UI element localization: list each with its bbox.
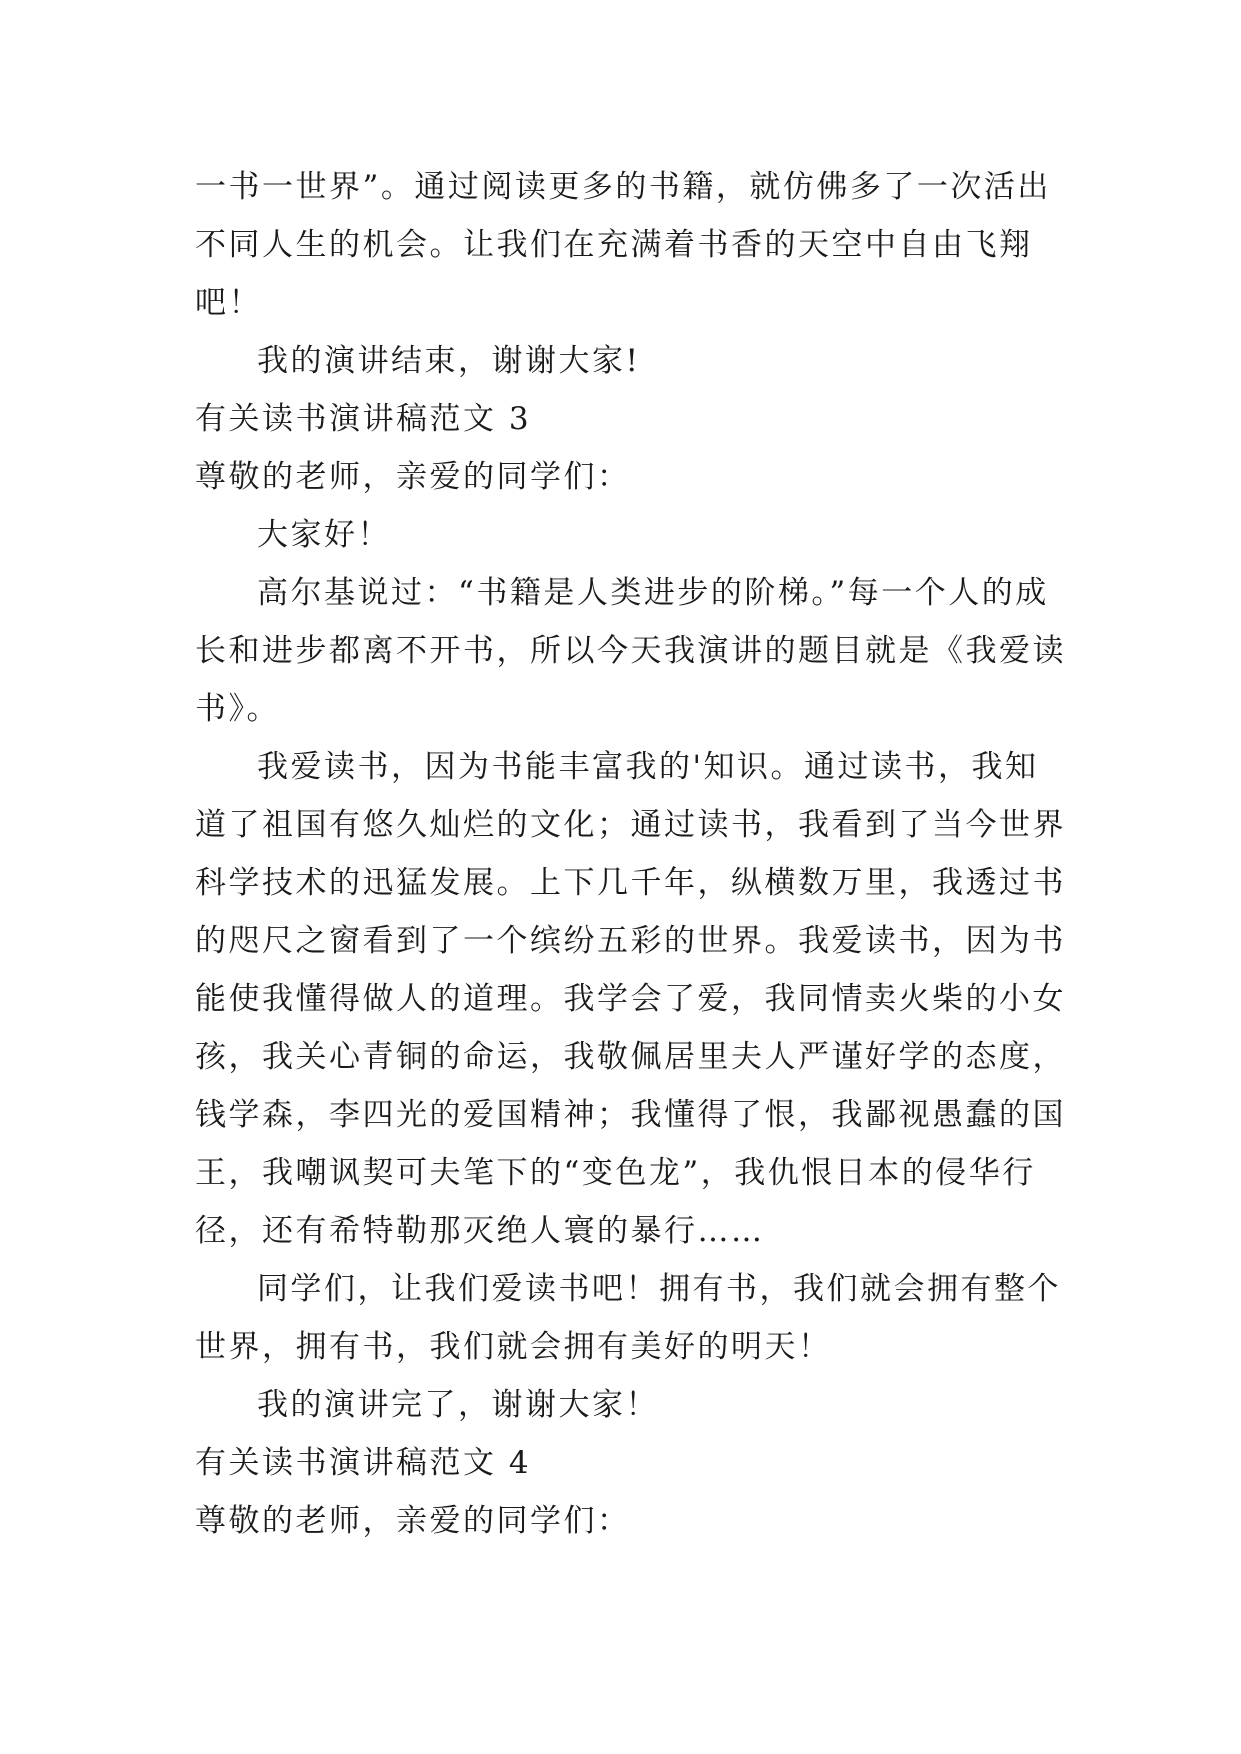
text-line: 孩，我关心青铜的命运，我敬佩居里夫人严谨好学的态度， [195,1039,1066,1075]
text-line: 能使我懂得做人的道理。我学会了爱，我同情卖火柴的小女 [195,981,1066,1017]
text-line: 世界，拥有书，我们就会拥有美好的明天！ [195,1329,832,1365]
text-line: 同学们，让我们爱读书吧！拥有书，我们就会拥有整个 [257,1271,1061,1307]
greeting: 大家好！ [257,517,391,553]
text-line: 高尔基说过：“书籍是人类进步的阶梯。”每一个人的成 [257,575,1049,611]
text-line: 我的演讲完了，谢谢大家！ [257,1387,659,1423]
text-line: 径，还有希特勒那灭绝人寰的暴行…… [195,1213,765,1249]
text-line: 的咫尺之窗看到了一个缤纷五彩的世界。我爱读书，因为书 [195,923,1066,959]
text-line: 一书一世界”。通过阅读更多的书籍，就仿佛多了一次活出 [195,169,1051,205]
text-line: 我的演讲结束，谢谢大家! [257,343,641,379]
text-line: 王，我嘲讽契可夫笔下的“变色龙”，我仇恨日本的侵华行 [195,1155,1036,1191]
text-line: 不同人生的机会。让我们在充满着书香的天空中自由飞翔 [195,227,1033,263]
text-line: 我爱读书，因为书能丰富我的'知识。通过读书，我知 [257,749,1039,785]
text-line: 科学技术的迅猛发展。上下几千年，纵横数万里，我透过书 [195,865,1066,901]
section-heading: 有关读书演讲稿范文 3 [195,401,532,437]
salutation: 尊敬的老师，亲爱的同学们： [195,1503,631,1539]
text-line: 长和进步都离不开书，所以今天我演讲的题目就是《我爱读 [195,633,1066,669]
text-line: 吧！ [195,285,262,321]
section-heading: 有关读书演讲稿范文 4 [195,1445,532,1481]
text-line: 书》。 [195,691,280,727]
text-line: 钱学森，李四光的爱国精神；我懂得了恨，我鄙视愚蠢的国 [195,1097,1066,1133]
salutation: 尊敬的老师，亲爱的同学们： [195,459,631,495]
text-line: 道了祖国有悠久灿烂的文化；通过读书，我看到了当今世界 [195,807,1066,843]
